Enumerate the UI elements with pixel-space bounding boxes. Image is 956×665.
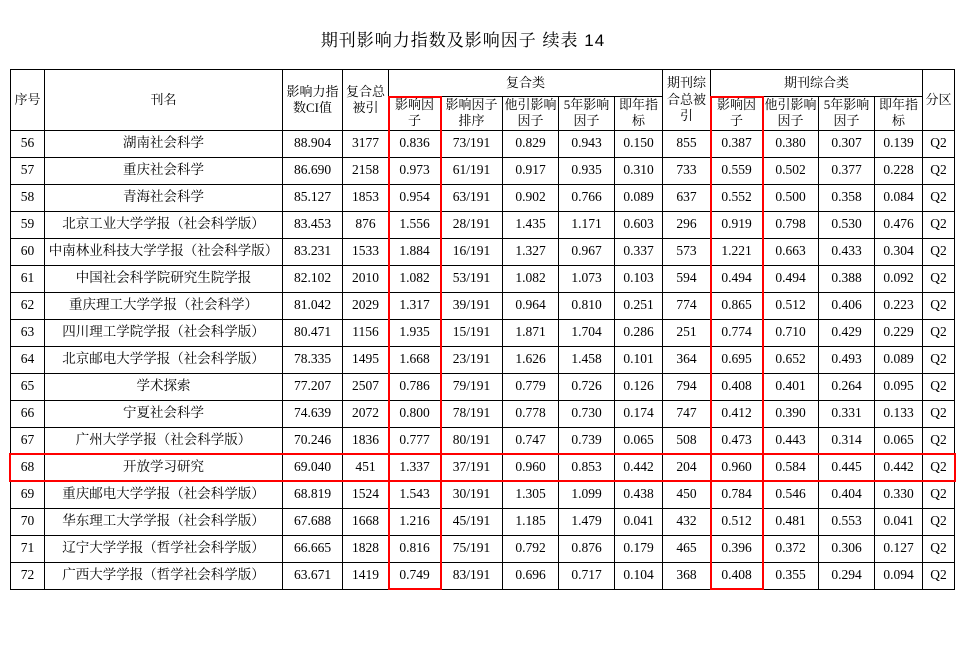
cell-journal-5y-if: 0.307 — [819, 130, 875, 157]
cell-ci: 78.335 — [283, 346, 343, 373]
cell-composite-other-cite-if: 0.964 — [503, 292, 559, 319]
cell-seq: 56 — [11, 130, 45, 157]
cell-seq: 61 — [11, 265, 45, 292]
table-row — [11, 265, 955, 292]
cell-composite-other-cite-if: 1.327 — [503, 238, 559, 265]
cell-journal-other-cite-if: 0.443 — [763, 427, 819, 454]
header-journal-if: 影响因子 — [711, 97, 763, 131]
cell-journal-name: 重庆邮电大学学报（社会科学版） — [45, 481, 283, 508]
cell-journal-if: 0.512 — [711, 508, 763, 535]
table-row — [11, 562, 955, 589]
cell-composite-cite: 451 — [343, 454, 389, 481]
cell-journal-immediacy: 0.084 — [875, 184, 923, 211]
cell-composite-if: 0.800 — [389, 400, 441, 427]
cell-composite-immediacy: 0.103 — [615, 265, 663, 292]
cell-journal-5y-if: 0.406 — [819, 292, 875, 319]
cell-composite-if-rank: 16/191 — [441, 238, 503, 265]
cell-composite-if-rank: 30/191 — [441, 481, 503, 508]
cell-zone: Q2 — [923, 130, 955, 157]
cell-composite-5y-if: 1.099 — [559, 481, 615, 508]
cell-composite-immediacy: 0.174 — [615, 400, 663, 427]
cell-seq: 63 — [11, 319, 45, 346]
cell-composite-5y-if: 0.935 — [559, 157, 615, 184]
cell-ci: 85.127 — [283, 184, 343, 211]
cell-journal-5y-if: 0.358 — [819, 184, 875, 211]
cell-composite-cite: 2029 — [343, 292, 389, 319]
cell-journal-if: 0.494 — [711, 265, 763, 292]
cell-composite-immediacy: 0.286 — [615, 319, 663, 346]
cell-journal-other-cite-if: 0.512 — [763, 292, 819, 319]
cell-journal-name: 学术探索 — [45, 373, 283, 400]
cell-composite-other-cite-if: 0.960 — [503, 454, 559, 481]
cell-zone: Q2 — [923, 373, 955, 400]
cell-composite-cite: 1156 — [343, 319, 389, 346]
cell-ci: 83.231 — [283, 238, 343, 265]
header-composite-cite: 复合总被引 — [343, 70, 389, 131]
cell-ci: 88.904 — [283, 130, 343, 157]
cell-composite-cite: 2158 — [343, 157, 389, 184]
cell-composite-other-cite-if: 1.305 — [503, 481, 559, 508]
page-title: 期刊影响力指数及影响因子 续表 14 — [320, 31, 606, 50]
cell-composite-immediacy: 0.101 — [615, 346, 663, 373]
cell-journal-immediacy: 0.228 — [875, 157, 923, 184]
header-composite-immediacy: 即年指标 — [615, 97, 663, 131]
cell-journal-if: 0.784 — [711, 481, 763, 508]
cell-composite-cite: 1828 — [343, 535, 389, 562]
cell-composite-cite: 2072 — [343, 400, 389, 427]
table-row — [11, 292, 955, 319]
header-composite-if-rank: 影响因子排序 — [441, 97, 503, 131]
cell-composite-immediacy: 0.065 — [615, 427, 663, 454]
cell-composite-5y-if: 1.171 — [559, 211, 615, 238]
cell-journal-5y-if: 0.445 — [819, 454, 875, 481]
cell-journal-total-cite: 364 — [663, 346, 711, 373]
cell-composite-cite: 3177 — [343, 130, 389, 157]
cell-journal-if: 0.408 — [711, 562, 763, 589]
cell-composite-5y-if: 0.876 — [559, 535, 615, 562]
cell-journal-immediacy: 0.304 — [875, 238, 923, 265]
cell-seq: 58 — [11, 184, 45, 211]
cell-ci: 83.453 — [283, 211, 343, 238]
cell-composite-immediacy: 0.310 — [615, 157, 663, 184]
cell-journal-total-cite: 733 — [663, 157, 711, 184]
cell-journal-name: 重庆理工大学学报（社会科学） — [45, 292, 283, 319]
cell-journal-immediacy: 0.223 — [875, 292, 923, 319]
cell-composite-if: 0.777 — [389, 427, 441, 454]
cell-journal-if: 0.552 — [711, 184, 763, 211]
cell-composite-if-rank: 79/191 — [441, 373, 503, 400]
cell-composite-immediacy: 0.337 — [615, 238, 663, 265]
header-row-groups — [11, 70, 955, 97]
cell-journal-other-cite-if: 0.380 — [763, 130, 819, 157]
cell-zone: Q2 — [923, 265, 955, 292]
cell-seq: 69 — [11, 481, 45, 508]
cell-ci: 66.665 — [283, 535, 343, 562]
cell-journal-other-cite-if: 0.481 — [763, 508, 819, 535]
cell-seq: 71 — [11, 535, 45, 562]
cell-journal-5y-if: 0.264 — [819, 373, 875, 400]
cell-journal-other-cite-if: 0.652 — [763, 346, 819, 373]
cell-journal-other-cite-if: 0.710 — [763, 319, 819, 346]
cell-journal-if: 1.221 — [711, 238, 763, 265]
cell-journal-immediacy: 0.229 — [875, 319, 923, 346]
cell-zone: Q2 — [923, 346, 955, 373]
cell-composite-immediacy: 0.126 — [615, 373, 663, 400]
cell-journal-other-cite-if: 0.502 — [763, 157, 819, 184]
cell-journal-5y-if: 0.553 — [819, 508, 875, 535]
table-row — [11, 454, 955, 481]
cell-composite-immediacy: 0.179 — [615, 535, 663, 562]
header-group-composite: 复合类 — [389, 70, 663, 97]
cell-composite-cite: 1668 — [343, 508, 389, 535]
header-journal-5y-if: 5年影响因子 — [819, 97, 875, 131]
table-row — [11, 427, 955, 454]
cell-journal-if: 0.473 — [711, 427, 763, 454]
cell-journal-immediacy: 0.330 — [875, 481, 923, 508]
cell-composite-immediacy: 0.150 — [615, 130, 663, 157]
cell-journal-if: 0.774 — [711, 319, 763, 346]
cell-journal-total-cite: 465 — [663, 535, 711, 562]
cell-ci: 74.639 — [283, 400, 343, 427]
table-row — [11, 238, 955, 265]
cell-composite-immediacy: 0.251 — [615, 292, 663, 319]
table-row — [11, 157, 955, 184]
cell-composite-cite: 876 — [343, 211, 389, 238]
cell-journal-total-cite: 204 — [663, 454, 711, 481]
cell-composite-cite: 1853 — [343, 184, 389, 211]
cell-zone: Q2 — [923, 157, 955, 184]
header-journal-other-cite-if: 他引影响因子 — [764, 97, 817, 129]
cell-journal-other-cite-if: 0.584 — [763, 454, 819, 481]
cell-ci: 77.207 — [283, 373, 343, 400]
cell-composite-5y-if: 1.704 — [559, 319, 615, 346]
table-row — [11, 373, 955, 400]
cell-ci: 67.688 — [283, 508, 343, 535]
cell-journal-immediacy: 0.127 — [875, 535, 923, 562]
cell-composite-if-rank: 63/191 — [441, 184, 503, 211]
cell-journal-name: 青海社会科学 — [45, 184, 283, 211]
cell-journal-other-cite-if: 0.390 — [763, 400, 819, 427]
cell-ci: 70.246 — [283, 427, 343, 454]
cell-journal-5y-if: 0.404 — [819, 481, 875, 508]
cell-seq: 65 — [11, 373, 45, 400]
table-row — [11, 184, 955, 211]
cell-composite-if: 0.836 — [389, 130, 441, 157]
cell-composite-other-cite-if: 1.185 — [503, 508, 559, 535]
cell-journal-total-cite: 594 — [663, 265, 711, 292]
cell-zone: Q2 — [923, 562, 955, 589]
cell-zone: Q2 — [923, 400, 955, 427]
cell-composite-immediacy: 0.442 — [615, 454, 663, 481]
cell-journal-if: 0.960 — [711, 454, 763, 481]
cell-journal-immediacy: 0.133 — [875, 400, 923, 427]
cell-journal-other-cite-if: 0.500 — [763, 184, 819, 211]
cell-journal-immediacy: 0.089 — [875, 346, 923, 373]
cell-journal-5y-if: 0.294 — [819, 562, 875, 589]
cell-composite-if: 1.082 — [389, 265, 441, 292]
cell-journal-immediacy: 0.476 — [875, 211, 923, 238]
cell-composite-cite: 1533 — [343, 238, 389, 265]
cell-composite-cite: 2010 — [343, 265, 389, 292]
cell-composite-5y-if: 1.479 — [559, 508, 615, 535]
table-row — [11, 319, 955, 346]
cell-journal-total-cite: 794 — [663, 373, 711, 400]
cell-zone: Q2 — [923, 481, 955, 508]
cell-composite-5y-if: 0.967 — [559, 238, 615, 265]
cell-composite-other-cite-if: 0.902 — [503, 184, 559, 211]
cell-composite-if: 1.216 — [389, 508, 441, 535]
cell-composite-5y-if: 1.073 — [559, 265, 615, 292]
cell-journal-5y-if: 0.377 — [819, 157, 875, 184]
table-container — [10, 69, 952, 590]
cell-journal-name: 广西大学学报（哲学社会科学版） — [45, 562, 283, 589]
cell-composite-immediacy: 0.041 — [615, 508, 663, 535]
cell-composite-5y-if: 1.458 — [559, 346, 615, 373]
cell-journal-immediacy: 0.065 — [875, 427, 923, 454]
cell-journal-immediacy: 0.442 — [875, 454, 923, 481]
header-composite-if: 影响因子 — [389, 97, 441, 131]
cell-composite-if: 1.556 — [389, 211, 441, 238]
cell-journal-if: 0.919 — [711, 211, 763, 238]
cell-composite-if-rank: 83/191 — [441, 562, 503, 589]
cell-journal-name: 中国社会科学院研究生院学报 — [45, 265, 283, 292]
cell-composite-if-rank: 39/191 — [441, 292, 503, 319]
cell-journal-total-cite: 774 — [663, 292, 711, 319]
cell-journal-5y-if: 0.388 — [819, 265, 875, 292]
cell-composite-other-cite-if: 0.778 — [503, 400, 559, 427]
cell-journal-total-cite: 296 — [663, 211, 711, 238]
table-row — [11, 508, 955, 535]
cell-journal-if: 0.396 — [711, 535, 763, 562]
cell-journal-name: 中南林业科技大学学报（社会科学版） — [45, 238, 283, 265]
cell-journal-total-cite: 747 — [663, 400, 711, 427]
cell-composite-other-cite-if: 1.435 — [503, 211, 559, 238]
cell-composite-5y-if: 0.766 — [559, 184, 615, 211]
cell-journal-if: 0.408 — [711, 373, 763, 400]
header-name: 刊名 — [45, 70, 283, 131]
table-row — [11, 211, 955, 238]
cell-journal-if: 0.412 — [711, 400, 763, 427]
cell-composite-5y-if: 0.810 — [559, 292, 615, 319]
cell-journal-other-cite-if: 0.546 — [763, 481, 819, 508]
cell-composite-other-cite-if: 0.829 — [503, 130, 559, 157]
cell-journal-name: 广州大学学报（社会科学版） — [45, 427, 283, 454]
cell-composite-if-rank: 37/191 — [441, 454, 503, 481]
cell-zone: Q2 — [923, 319, 955, 346]
cell-journal-total-cite: 450 — [663, 481, 711, 508]
cell-ci: 63.671 — [283, 562, 343, 589]
table-row — [11, 130, 955, 157]
cell-composite-immediacy: 0.438 — [615, 481, 663, 508]
table-row — [11, 535, 955, 562]
cell-composite-other-cite-if: 0.747 — [503, 427, 559, 454]
cell-seq: 64 — [11, 346, 45, 373]
header-composite-other-cite-if: 他引影响因子 — [504, 97, 557, 129]
cell-journal-other-cite-if: 0.663 — [763, 238, 819, 265]
cell-journal-total-cite: 637 — [663, 184, 711, 211]
cell-composite-if: 0.786 — [389, 373, 441, 400]
cell-composite-5y-if: 0.726 — [559, 373, 615, 400]
cell-composite-if-rank: 73/191 — [441, 130, 503, 157]
cell-composite-other-cite-if: 1.626 — [503, 346, 559, 373]
cell-journal-5y-if: 0.429 — [819, 319, 875, 346]
cell-composite-cite: 1836 — [343, 427, 389, 454]
header-journal-total-cite: 期刊综合总被引 — [663, 70, 711, 131]
cell-journal-name: 四川理工学院学报（社会科学版） — [45, 319, 283, 346]
cell-journal-name: 北京工业大学学报（社会科学版） — [45, 211, 283, 238]
cell-seq: 62 — [11, 292, 45, 319]
cell-journal-5y-if: 0.493 — [819, 346, 875, 373]
cell-composite-5y-if: 0.853 — [559, 454, 615, 481]
cell-composite-other-cite-if: 1.082 — [503, 265, 559, 292]
cell-zone: Q2 — [923, 211, 955, 238]
cell-journal-other-cite-if: 0.355 — [763, 562, 819, 589]
cell-ci: 86.690 — [283, 157, 343, 184]
cell-journal-total-cite: 251 — [663, 319, 711, 346]
cell-composite-if: 0.954 — [389, 184, 441, 211]
cell-composite-if-rank: 61/191 — [441, 157, 503, 184]
cell-ci: 82.102 — [283, 265, 343, 292]
cell-journal-immediacy: 0.094 — [875, 562, 923, 589]
cell-journal-total-cite: 432 — [663, 508, 711, 535]
cell-journal-name: 宁夏社会科学 — [45, 400, 283, 427]
cell-composite-if-rank: 75/191 — [441, 535, 503, 562]
journal-metrics-table — [10, 69, 955, 590]
cell-journal-5y-if: 0.433 — [819, 238, 875, 265]
cell-journal-total-cite: 573 — [663, 238, 711, 265]
cell-composite-cite: 1524 — [343, 481, 389, 508]
cell-composite-5y-if: 0.943 — [559, 130, 615, 157]
cell-seq: 70 — [11, 508, 45, 535]
cell-zone: Q2 — [923, 427, 955, 454]
cell-journal-other-cite-if: 0.494 — [763, 265, 819, 292]
cell-seq: 67 — [11, 427, 45, 454]
cell-composite-5y-if: 0.730 — [559, 400, 615, 427]
cell-composite-if-rank: 28/191 — [441, 211, 503, 238]
cell-journal-5y-if: 0.530 — [819, 211, 875, 238]
cell-zone: Q2 — [923, 238, 955, 265]
cell-journal-if: 0.865 — [711, 292, 763, 319]
cell-composite-if: 1.884 — [389, 238, 441, 265]
cell-journal-5y-if: 0.314 — [819, 427, 875, 454]
cell-journal-if: 0.559 — [711, 157, 763, 184]
cell-seq: 59 — [11, 211, 45, 238]
cell-composite-5y-if: 0.717 — [559, 562, 615, 589]
cell-composite-other-cite-if: 1.871 — [503, 319, 559, 346]
cell-composite-if-rank: 53/191 — [441, 265, 503, 292]
cell-ci: 80.471 — [283, 319, 343, 346]
cell-composite-5y-if: 0.739 — [559, 427, 615, 454]
cell-zone: Q2 — [923, 508, 955, 535]
cell-journal-name: 辽宁大学学报（哲学社会科学版） — [45, 535, 283, 562]
header-composite-5y-if: 5年影响因子 — [559, 97, 615, 131]
cell-composite-other-cite-if: 0.696 — [503, 562, 559, 589]
cell-journal-name: 开放学习研究 — [45, 454, 283, 481]
cell-journal-name: 北京邮电大学学报（社会科学版） — [45, 346, 283, 373]
cell-seq: 60 — [11, 238, 45, 265]
cell-seq: 72 — [11, 562, 45, 589]
cell-ci: 81.042 — [283, 292, 343, 319]
cell-journal-name: 重庆社会科学 — [45, 157, 283, 184]
cell-composite-if: 1.337 — [389, 454, 441, 481]
header-ci: 影响力指数CI值 — [283, 70, 343, 131]
cell-journal-5y-if: 0.331 — [819, 400, 875, 427]
table-row — [11, 346, 955, 373]
cell-composite-other-cite-if: 0.779 — [503, 373, 559, 400]
cell-seq: 66 — [11, 400, 45, 427]
cell-composite-if: 1.543 — [389, 481, 441, 508]
cell-composite-if-rank: 78/191 — [441, 400, 503, 427]
cell-composite-immediacy: 0.089 — [615, 184, 663, 211]
cell-composite-immediacy: 0.104 — [615, 562, 663, 589]
cell-composite-if: 1.668 — [389, 346, 441, 373]
cell-zone: Q2 — [923, 535, 955, 562]
cell-journal-total-cite: 855 — [663, 130, 711, 157]
cell-composite-other-cite-if: 0.917 — [503, 157, 559, 184]
cell-composite-if-rank: 15/191 — [441, 319, 503, 346]
cell-composite-cite: 1495 — [343, 346, 389, 373]
cell-journal-name: 华东理工大学学报（社会科学版） — [45, 508, 283, 535]
cell-composite-if: 0.749 — [389, 562, 441, 589]
cell-journal-name: 湖南社会科学 — [45, 130, 283, 157]
header-zone: 分区 — [923, 70, 955, 131]
cell-composite-if-rank: 45/191 — [441, 508, 503, 535]
cell-ci: 69.040 — [283, 454, 343, 481]
cell-composite-cite: 1419 — [343, 562, 389, 589]
cell-journal-immediacy: 0.095 — [875, 373, 923, 400]
cell-composite-if: 1.935 — [389, 319, 441, 346]
cell-zone: Q2 — [923, 184, 955, 211]
cell-journal-if: 0.695 — [711, 346, 763, 373]
cell-journal-immediacy: 0.139 — [875, 130, 923, 157]
cell-journal-total-cite: 368 — [663, 562, 711, 589]
cell-composite-immediacy: 0.603 — [615, 211, 663, 238]
header-seq: 序号 — [11, 70, 45, 131]
table-row — [11, 400, 955, 427]
cell-composite-if: 0.973 — [389, 157, 441, 184]
cell-seq: 57 — [11, 157, 45, 184]
cell-journal-other-cite-if: 0.401 — [763, 373, 819, 400]
cell-journal-5y-if: 0.306 — [819, 535, 875, 562]
cell-journal-other-cite-if: 0.798 — [763, 211, 819, 238]
cell-journal-immediacy: 0.092 — [875, 265, 923, 292]
cell-zone: Q2 — [923, 292, 955, 319]
cell-journal-immediacy: 0.041 — [875, 508, 923, 535]
cell-composite-if-rank: 23/191 — [441, 346, 503, 373]
cell-composite-if: 1.317 — [389, 292, 441, 319]
table-row — [11, 481, 955, 508]
table-body — [11, 130, 955, 589]
cell-composite-if-rank: 80/191 — [441, 427, 503, 454]
header-journal-immediacy: 即年指标 — [875, 97, 923, 131]
cell-journal-total-cite: 508 — [663, 427, 711, 454]
cell-composite-cite: 2507 — [343, 373, 389, 400]
cell-ci: 68.819 — [283, 481, 343, 508]
table-header — [11, 70, 955, 131]
cell-journal-if: 0.387 — [711, 130, 763, 157]
cell-seq: 68 — [11, 454, 45, 481]
cell-composite-other-cite-if: 0.792 — [503, 535, 559, 562]
header-group-journal: 期刊综合类 — [711, 70, 923, 97]
cell-journal-other-cite-if: 0.372 — [763, 535, 819, 562]
cell-zone: Q2 — [923, 454, 955, 481]
cell-composite-if: 0.816 — [389, 535, 441, 562]
